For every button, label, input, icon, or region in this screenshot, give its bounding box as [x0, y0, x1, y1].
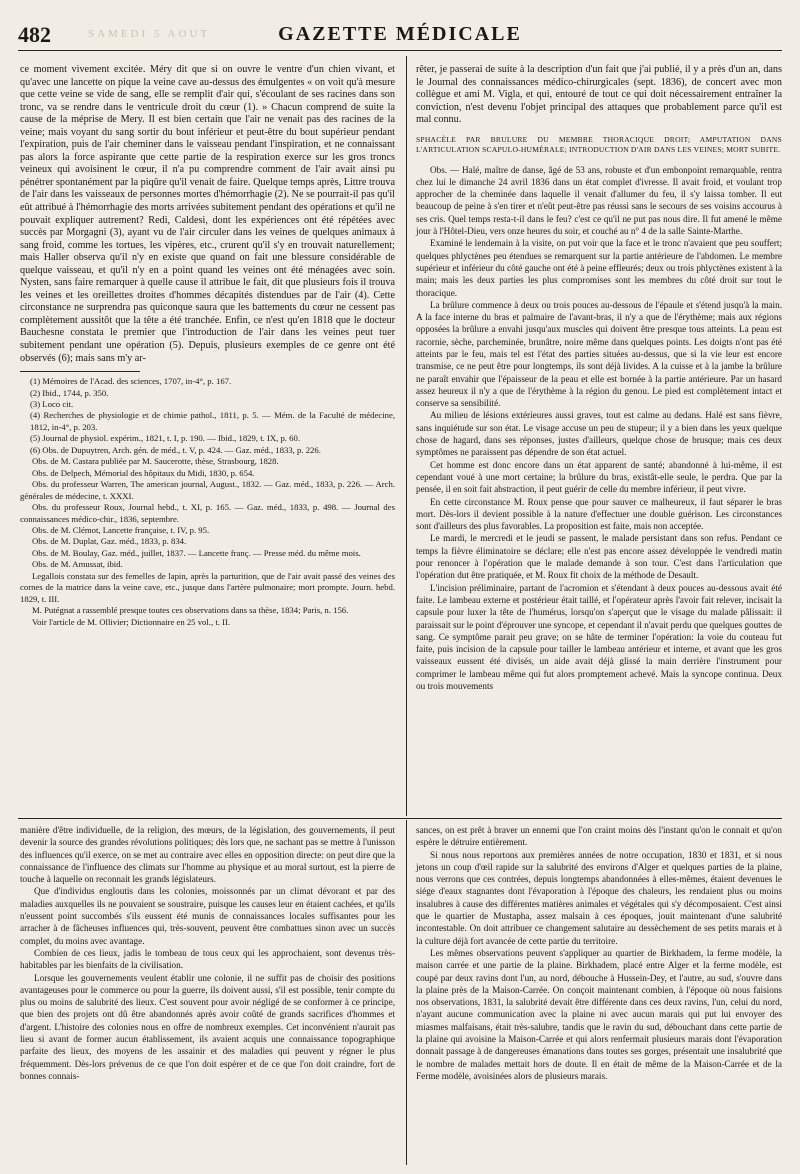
footnote: Obs. de M. Duplat, Gaz. méd., 1833, p. 834.	[32, 536, 187, 547]
footnote: Obs. du professeur Roux, Journal hebd., t. XI, p. 165. — Gaz. méd., 1833, p. 498. — Journal des connaissances médico-chir., 1836, septembre.	[20, 502, 395, 524]
page-header	[18, 22, 782, 48]
journal-title: GAZETTE MÉDICALE	[278, 23, 522, 45]
body-paragraph: rêter, je passerai de suite à la description d'un fait que j'ai publié, il y a près d'un an, dans le Journal des connaissances médico-chirurgicales (sept. 1836), de concert avec mon collègue et ami M. Vigla, et qui, entouré de tout ce qui doit nécessairement entraîner la conviction, n'est devenu l'objet principal des attaques que probablement parce qu'il est mal connu.	[416, 64, 782, 126]
footnote: (5) Journal de physiol. expérim., 1821, t. I, p. 190. — Ibid., 1829, t. IX, p. 60.	[30, 433, 301, 444]
footnotes	[20, 376, 395, 628]
footnote: Obs. de Delpech, Mémorial des hôpitaux du Midi, 1830, p. 654.	[32, 467, 255, 478]
body-paragraph: Si nous nous reportons aux premières années de notre occupation, 1830 et 1831, et si nous jetons un coup d'œil rapide sur la salubrité des environs d'Alger et quelques parties de la plaine, nous verrons que ces contrées, depuis longtemps abandonnées à elles-mêmes, étaient devenues le siége d'eaux stagnantes dont l'évaporation à l'époque des chaleurs, les rendaient plus ou moins insalubres à cause des différentes matières animales et végétales qui s'y décomposaient. C'est ainsi que le quartier de Mustapha, assez malsain à ces époques, jouit maintenant d'une salubrité incontestable. On doit attribuer ce changement salutaire au dessèchement de ses petits marais et à la culture déjà fort avancée de cette partie du territoire.	[416, 849, 782, 946]
footnote-rule	[20, 371, 140, 372]
footnote: (3) Loco cit.	[30, 399, 74, 410]
section-rule	[18, 818, 782, 819]
bottom-right-column	[416, 824, 782, 1082]
body-paragraph: L'incision préliminaire, partant de l'acromion et s'étendant à deux pouces au-dessous avait été faite. Le lambeau externe et postérieur était taillé, et l'opérateur après l'avoir fait relever, incisait la capsule pour luxer la tête de l'humérus, lorsqu'on s'aperçut que le visage du malade pâlissait: il paraissait sur le point d'éprouver une syncope, et cependant il n'avait perdu que quelques gouttes de sang. Ce symptôme parait peu grave; on se hâte de terminer l'opération: la voie du couteau fut faite, puis incision de la capsule pour tailler le lambeau antérieur et interne, et avant que les gros vaisseaux eussent été divisés, un aide avait déjà glissé la main derrière l'instrument pour comprimer le lambeau même qui fut alors promptement achevé. Mais la syncope continua. Deux ou trois mouvements	[416, 582, 782, 692]
body-paragraph: Lorsque les gouvernements veulent établir une colonie, il ne suffit pas de choisir des positions avantageuses pour le commerce ou pour la guerre, ils doivent aussi, s'il est possible, tenir compte du plus ou moins de salubrité des lieux. C'est souvent pour avoir négligé de se conformer à ce principe, que bien des projets ont dû être abandonnés après avoir coûté de grands sacrifices d'hommes et d'argent. L'histoire des colonies nous en offre de nombreux exemples. Cet inconvénient n'aurait pas lieu si avant de former aucun établissement, ils avaient acquis une connaissance topographique parfaite des lieux, des moyens de les assainir et des maladies qui peuvent y régner le plus fréquemment. Dès-lors prévenus de ce que l'on doit espérer et de ce que l'on doit craindre, fort de bonnes connais-	[20, 972, 395, 1081]
top-left-column	[20, 64, 395, 628]
body-paragraph: Obs. — Halé, maître de danse, âgé de 53 ans, robuste et d'un embonpoint remarquable, rentra chez lui le dimanche 24 avril 1836 dans un état complet d'ivresse. Il avait froid, et voulant trop approcher de la cheminée dans laquelle il venait d'allumer du feu, il s'y laissa tomber. Il eut beaucoup de peine à s'en tirer et n'eût peut-être pas réussi sans le secours de ses voisins accourus à ses cris. Quel temps resta-t-il dans le feu? c'est ce qu'il ne put pas nous dire. Il fut amené le même jour à l'Hôtel-Dieu, vers onze heures du soir, et couché au n° 4 de la salle Sainte-Marthe.	[416, 164, 782, 237]
footnote: (6) Obs. de Dupuytren, Arch. gén. de méd., t. V, p. 424. — Gaz. méd., 1833, p. 226.	[30, 444, 321, 455]
body-paragraph: ce moment vivement excitée. Méry dit que si on ouvre le ventre d'un chien vivant, et qu'avec une lancette on pique la veine cave au-dessus des émulgentes « on voit qu'à mesure que cette veine se vide de sang, elle se remplit d'air qui, s'écoulant de ses racines dans son tronc, va se rendre dans le ventricule droit du cœur (1). » Chacun comprend de suite la cause de la méprise de Mery. Il est bien certain que l'air ne venait pas des racines de la veine; mais voyant du sang sortir du bout inférieur et peut-être du bout supérieur pendant l'expiration, puis de l'air cheminer dans le vaisseau pendant l'inspiration, et ne connaissant pas alors la force aspirante que cette partie de la respiration exerce sur les gros troncs veineux qui avoisinent le cœur, il n'a pu comprendre comment de l'air avait ainsi pu pénétrer spontanément par la piqûre qu'il venait de faire. Quelque temps après, Littre trouva de l'air dans les vaisseaux de personnes mortes d'hémorrhagie (2). Ne se pourrait-il pas qu'il eût attribué à l'hémorrhagie des morts arrivées subitement pendant des opérations et qu'il ne pouvait expliquer autrement? Redi, Caldesi, dont les expériences ont été répétées avec succès par Morgagni (3), ayant vu de l'air circuler dans les veines de quelques animaux à sang froid, comme les tortues, les vipères, etc., crurent qu'il s'y en trouvait naturellement; mais Haller observa qu'il n'y en existe que quand on fait une blessure considérable de quelque vaisseau, et qu'il n'y en a point quand les veines ont été ménagées avec soin. Nysten, sans faire remarquer à quelle cause il attribue le fait, dit que plusieurs fois il trouva les veines et les oreillettes droites d'hommes décapités distendues par de l'air (4). Cette circonstance ne surprendra pas quiconque saura que les battements du cœur ne cessent pas complètement aussitôt que la tête a été tranchée. Enfin, ce n'est qu'en 1818 que le docteur Bauchesne constata le premier que l'introduction de l'air dans les veines peut tuer subitement pendant une opération (5). Depuis, plusieurs exemples de ce genre ont été observés (6); mais sans m'y ar-	[20, 64, 395, 364]
footnote: (4) Recherches de physiologie et de chimie pathol., 1811, p. 5. — Mém. de la Faculté de médecine, 1812, in-4°, p. 203.	[30, 410, 395, 432]
body-paragraph: Le mardi, le mercredi et le jeudi se passent, le malade persistant dans son refus. Pendant ce temps la fièvre éliminatoire se déclare; elle n'est pas encore assez développée le vendredi matin pour renoncer à l'opération que le malade demande à son tour. C'est dans l'articulation que l'opération dut être pratiquée, et M. Roux fit choix de la méthode de Desault.	[416, 533, 782, 581]
body-paragraph: Les mêmes observations peuvent s'appliquer au quartier de Birkhadem, la ferme modèle, la maison carrée et une partie de la plaine. Birkhadem, placé entre Alger et la ferme modèle, est coupé par deux ravins dont l'un, au nord, débouche à Hussein-Dey, et l'autre, au sud, s'ouvre dans la plaine près de la Maison-Carrée. On conçoit maintenant combien, à l'époque où nous faisions nos observations, 1831, la salubrité devait être différente dans ces deux ravins, l'un, celui du nord, n'ayant aucune communication avec la plaine ni avec aucun marais qui put lui envoyer des miasmes malfaisans, était très-salubre, tandis que le ravin du sud, débouchant dans cette partie de la plaine qui avoisine la Maison-Carrée et qui alors renfermait plusieurs marais dont l'évaporation donnait passage à de dangereuses émanations dans toutes ses gorges, présentait une insalubrité que le nombre de malades mettait hors de doute. Il en était de même de la Maison-Carrée et de la Ferme modèle, avoisinées alors de plusieurs marais.	[416, 947, 782, 1081]
case-heading: SPHACÈLE PAR BRULURE DU MEMBRE THORACIQUE DROIT; AMPUTATION DANS L'ARTICULATION SCAPULO-HUMÉRALE; INTRODUCTION D'AIR DANS LES VEINES; MORT SUBITE.	[416, 134, 782, 155]
footnote: (2) Ibid., 1744, p. 350.	[30, 387, 109, 398]
footnote: M. Putégnat a rassemblé presque toutes ces observations dans sa thèse, 1834; Paris, n. 156.	[32, 605, 349, 616]
footnote: Obs. de M. Clémot, Lancette française, t. IV, p. 95.	[32, 525, 210, 536]
footnote: (1) Mémoires de l'Acad. des sciences, 1707, in-4°, p. 167.	[30, 376, 232, 387]
footnote: Obs. de M. Castara publiée par M. Saucerotte, thèse, Strasbourg, 1828.	[32, 456, 279, 467]
body-paragraph: manière d'être individuelle, de la religion, des mœurs, de la législation, des gouvernements, il peut devenir la source des grandes révolutions politiques; dès lors que, ne sachant pas se mettre à l'unisson des influences qu'il exerce, on se met au contraire avec elles en opposition directe: on peut dire que la connaissance de l'influence des climats sur l'homme au physique et au moral surtout, est la pierre de touche à laquelle on reconnait les grands législateurs.	[20, 825, 395, 885]
body-paragraph: Au milieu de lésions extérieures aussi graves, tout est calme au dedans. Halé est sans fièvre, sans inquiétude sur son état. Le visage accuse un peu de stupeur; il y a bien dans les yeux quelque chose de hagard, dans ses réponses, justes d'ailleurs, quelque chose de brusque; mais ces deux symptômes ne paraissent pas dépendre de son état actuel.	[416, 410, 782, 458]
bleed-through-text: SAMEDI 5 AOUT	[88, 28, 211, 40]
body-paragraph: Que d'individus engloutis dans les colonies, moissonnés par un climat dévorant et par des maladies auxquelles ils ne pouvaient se soustraire, puisque les causes leur en étaient cachées, et qu'ils n'eussent point succombés s'ils eussent été munis de connaissances locales suffisantes pour les arracher à de fâcheuses influences qui, très-souvent, peuvent être combattues sinon avec un succès complet, du moins avec avantage.	[20, 886, 395, 946]
footnote: Obs. du professeur Warren, The american journal, August., 1832. — Gaz. méd., 1833, p. 226. — Arch. générales de médecine, t. XXXI.	[20, 479, 395, 501]
footnote: Voir l'article de M. Ollivier; Dictionnaire en 25 vol., t. II.	[32, 616, 231, 627]
column-divider	[406, 820, 407, 1165]
case-report	[416, 164, 782, 693]
body-paragraph: En cette circonstance M. Roux pense que pour sauver ce malheureux, il faut séparer le bras mort. Dès-lors il devient possible à la nature d'effectuer une double guérison. Les circonstances sont d'ailleurs des plus favorables. La proposition est faite, mais non acceptée.	[416, 496, 782, 532]
footnote: Legallois constata sur des femelles de lapin, après la parturition, que de l'air avait passé des veines des cornes de la matrice dans la veine cave, etc., jusque dans l'artère pulmonaire; mort prompte. Journ. hebd. 1829, t. III.	[20, 570, 395, 604]
body-paragraph: Examiné le lendemain à la visite, on put voir que la face et le tronc n'avaient que peu souffert; quelques phlyctènes peu étendues se remarquent sur la partie antérieure de l'abdomen. Le membre supérieur et inférieur du côté gauche ont été à peine effleurés; deux ou trois phlyctènes existent à la main; mais les deux parties les plus compromises sont les membres du côté droit sur tout le thoracique.	[416, 238, 782, 298]
body-paragraph: Combien de ces lieux, jadis le tombeau de tous ceux qui les approchaient, sont devenus très-habitables par les bienfaits de la civilisation.	[20, 947, 395, 971]
column-divider	[406, 56, 407, 816]
bottom-left-column	[20, 824, 395, 1082]
footnote: Obs. de M. Amussat, ibid.	[32, 559, 123, 570]
footnote: Obs. de M. Boulay, Gaz. méd., juillet, 1837. — Lancette franç. — Presse méd. du même mois.	[32, 547, 361, 558]
header-rule	[18, 50, 782, 51]
page-number: 482	[18, 22, 51, 47]
top-right-column	[416, 64, 782, 692]
body-paragraph: Cet homme est donc encore dans un état apparent de santé; abandonné à lui-même, il est cependant voué à une mort certaine; la brûlure du bras, existât-elle seule, le perdra. Que par la pensée, il en soit fait abstraction, il peut guérir de celle du membre inférieur, il peut vivre.	[416, 459, 782, 495]
body-paragraph: La brûlure commence à deux ou trois pouces au-dessous de l'épaule et s'étend jusqu'à la main. A la face interne du bras et palmaire de l'avant-bras, il n'y a que de l'érythème; mais aux régions opposées la brûlure a envahi jusqu'aux muscles qui doivent être presque tous atteints. La peau est racornie, sèche, parcheminée, brunâtre, noire même dans quelques points. Les doigts n'ont pas été atteints par le feu, mais tel est l'état des parties situées au-dessus, que si la vie leur est encore transmise, ce ne peut être pour longtemps, ils sont déjà livides. A la cuisse et à la jambe la brûlure ne paraît envahir que l'épaisseur de la peau et elle est bornée à la partie antérieure. Par un hasard assez heureux il n'y a que de l'érythème à la région du genou. Le pied est complètement intact et conserve sa sensibilité.	[416, 299, 782, 409]
body-paragraph: sances, on est prêt à braver un ennemi que l'on craint moins dès l'instant qu'on le connait et qu'on espère le détruire entièrement.	[416, 825, 782, 848]
